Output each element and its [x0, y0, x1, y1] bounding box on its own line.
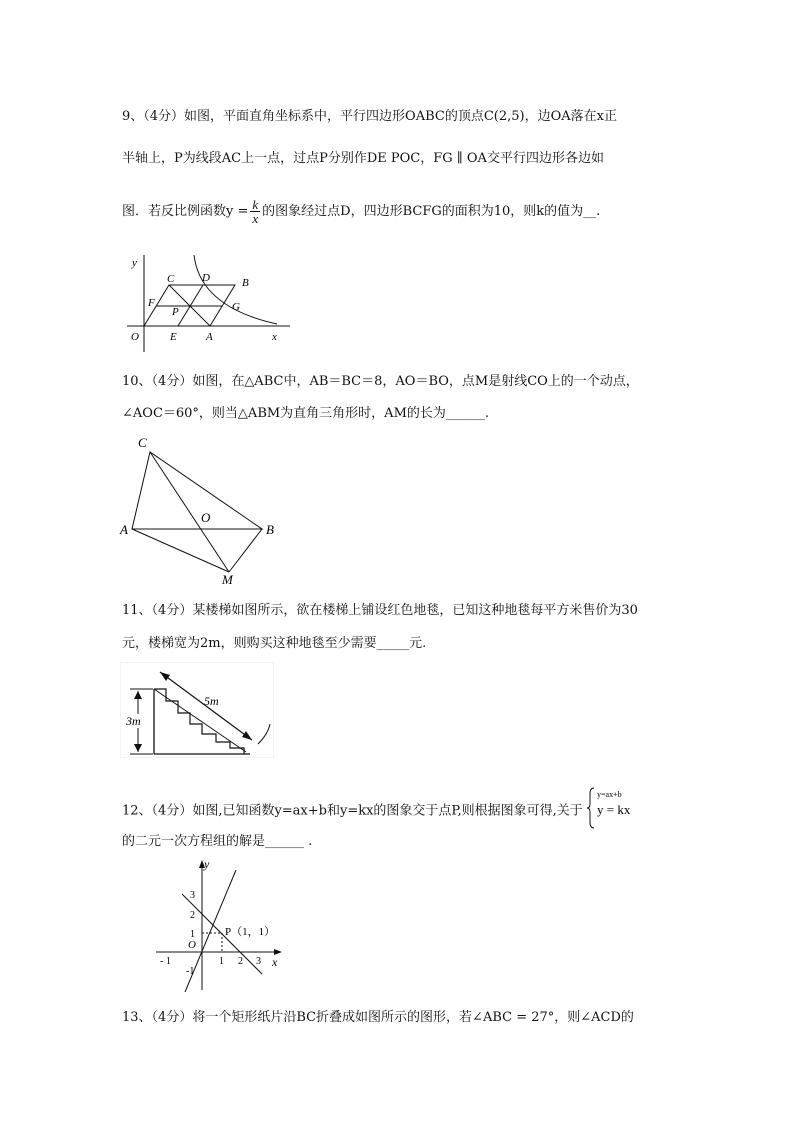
q9-label-p: P: [172, 306, 179, 318]
q12-tick-y-minus1: -1: [186, 966, 195, 977]
q11-arrowhead-top-left: [160, 672, 170, 681]
q11-label-slant: 5m: [204, 694, 219, 708]
q12-system-bottom: y = kx: [596, 802, 631, 817]
q9-label-c: C: [167, 273, 175, 285]
q9-line-1: 9、（4分）如图，平面直角坐标系中，平行四边形OABC的顶点C(2,5)，边OA落在x正: [122, 109, 617, 124]
q12-tick-x3: 3: [256, 956, 261, 967]
q12-tick-x2: 2: [238, 956, 243, 967]
q12-label-p: P（1，1）: [225, 926, 276, 938]
q10-label-b: B: [266, 522, 274, 537]
q9-label-d: D: [202, 272, 210, 284]
q11-handrail-end: [258, 724, 270, 744]
q10-figure: [112, 432, 292, 588]
q12-tick-x-minus1: - 1: [160, 956, 171, 967]
q12-label-o: O: [188, 939, 196, 951]
q9-line-3: [122, 198, 600, 225]
q12-label-y: y: [204, 857, 210, 871]
q9-hyperbola: [194, 255, 277, 324]
q11-height-arrowhead-down: [134, 744, 142, 752]
q13-line-1: 13、（4分）将一个矩形纸片沿BC折叠成如图所示的图形，若∠ABC = 27°，则∠ACD的: [122, 1010, 634, 1025]
q12-system-brace: [587, 786, 649, 830]
q11-height-arrowhead-up: [134, 691, 142, 699]
q9-label-e: E: [170, 331, 177, 343]
q12-equation-system: [587, 786, 649, 836]
q9-line-3a: 图．若反比例函数y =: [122, 204, 249, 219]
q11-line-1: 11、（4分）某楼梯如图所示，欲在楼梯上铺设红色地毯，已知这种地毯每平方米售价为30: [122, 603, 638, 618]
q10-line-2: ∠AOC＝60°，则当△ABM为直角三角形时，AM的长为______.: [122, 406, 490, 421]
q12-system-top: y=ax+b: [596, 790, 622, 799]
q10-triangle-abc: [132, 452, 262, 529]
q9-figure: [122, 252, 292, 352]
q10-label-c: C: [138, 435, 147, 450]
q9-label-o: O: [131, 331, 139, 343]
q12-label-x: x: [272, 955, 278, 969]
q9-fraction-numerator: k: [252, 197, 259, 212]
q12-tick-y1: 1: [190, 929, 195, 940]
q11-line-2: 元，楼梯宽为2m，则购买这种地毯至少需要_____元.: [122, 636, 427, 651]
q10-line-1: 10、（4分）如图，在△ABC中，AB＝BC＝8，AO＝BO，点M是射线CO上的一个动点，: [122, 374, 639, 389]
q9-fraction-denominator: x: [252, 211, 259, 226]
q9-fraction: [250, 198, 260, 225]
q12-tick-y3: 3: [190, 890, 195, 901]
q12-brace-path: [587, 788, 594, 828]
q12-figure: [150, 856, 290, 996]
q12-line-1-text: 12、（4分）如图,已知函数y=ax+b和y=kx的图象交于点P,则根据图象可得,关于: [122, 803, 583, 819]
q12-line-2: 的二元一次方程组的解是______ .: [122, 834, 313, 849]
q11-stair-slope: [154, 689, 246, 752]
q9-label-x: x: [272, 331, 277, 343]
q12-line-1: [122, 786, 649, 836]
q12-tick-x1: 1: [219, 956, 224, 967]
q12-tick-y2: 2: [190, 910, 195, 921]
q11-figure: [120, 662, 274, 758]
q10-label-a: A: [120, 522, 128, 537]
q10-label-o: O: [201, 510, 211, 525]
q11-label-height: 3m: [126, 714, 141, 728]
q9-label-f: F: [148, 297, 155, 309]
q11-arrowhead-bottom-right: [242, 731, 252, 740]
q9-line-3b: 的图象经过点D，四边形BCFG的面积为10，则k的值为__.: [262, 204, 601, 219]
q9-line-2: 半轴上，P为线段AC上一点，过点P分别作DE POC，FG ∥ OA交平行四边形各边如: [122, 151, 604, 166]
q9-label-b: B: [242, 277, 249, 289]
q9-label-a: A: [206, 331, 213, 343]
q11-figure-frame: [120, 662, 274, 758]
q9-label-y: y: [132, 257, 137, 269]
q10-label-m: M: [222, 572, 233, 587]
q9-label-g: G: [232, 301, 240, 313]
q10-segment-bm: [229, 529, 262, 572]
